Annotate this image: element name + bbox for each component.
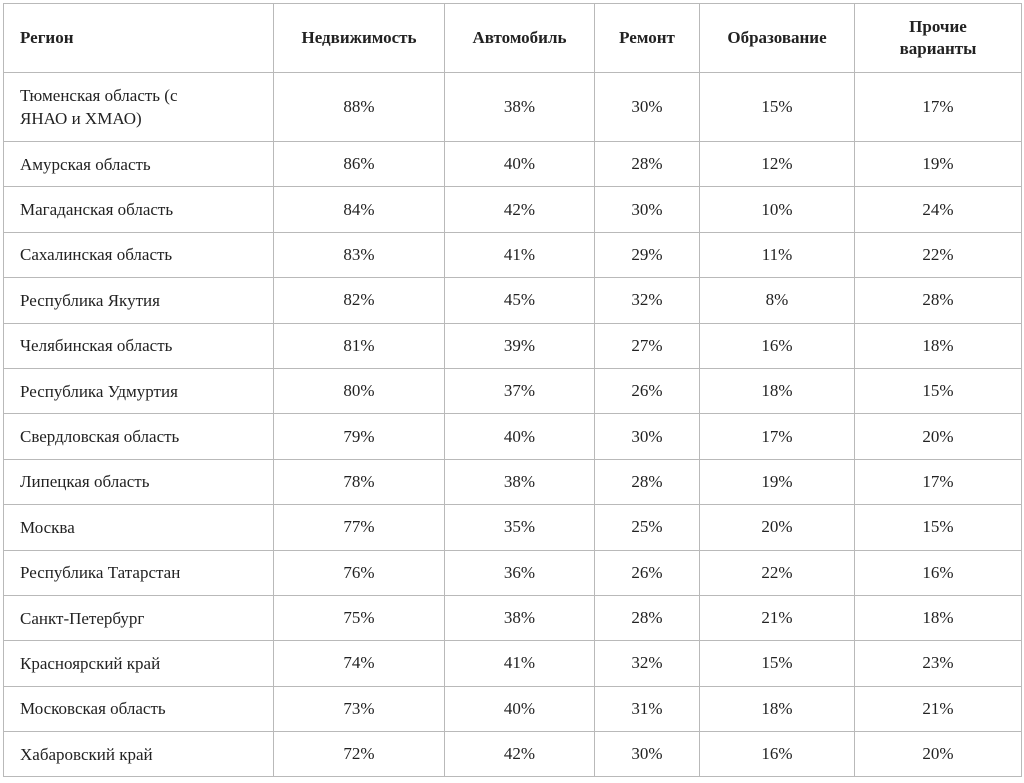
table-row <box>4 278 1022 323</box>
header-region: Регион <box>4 4 274 73</box>
region-cell: Сахалинская область <box>4 232 274 277</box>
real-estate-cell: 86% <box>274 142 445 187</box>
table-row <box>4 368 1022 413</box>
real-estate-cell: 82% <box>274 278 445 323</box>
real-estate-cell: 77% <box>274 505 445 550</box>
renovation-cell: 30% <box>595 187 700 232</box>
education-cell: 15% <box>700 73 855 142</box>
region-cell: Челябинская область <box>4 323 274 368</box>
car-cell: 45% <box>445 278 595 323</box>
car-cell: 42% <box>445 187 595 232</box>
region-label: Тюменская область (с ЯНАО и ХМАО) <box>20 86 178 128</box>
car-cell: 42% <box>445 732 595 777</box>
real-estate-cell: 74% <box>274 641 445 686</box>
education-cell: 19% <box>700 459 855 504</box>
real-estate-cell: 81% <box>274 323 445 368</box>
table-row <box>4 414 1022 459</box>
education-cell: 11% <box>700 232 855 277</box>
car-cell: 35% <box>445 505 595 550</box>
car-cell: 40% <box>445 686 595 731</box>
other-cell: 28% <box>855 278 1022 323</box>
other-cell: 23% <box>855 641 1022 686</box>
education-cell: 17% <box>700 414 855 459</box>
region-cell <box>4 73 274 142</box>
real-estate-cell: 88% <box>274 73 445 142</box>
other-cell: 18% <box>855 595 1022 640</box>
renovation-cell: 28% <box>595 459 700 504</box>
renovation-cell: 32% <box>595 278 700 323</box>
renovation-cell: 28% <box>595 142 700 187</box>
header-real-estate: Недвижимость <box>274 4 445 73</box>
education-cell: 22% <box>700 550 855 595</box>
education-cell: 16% <box>700 323 855 368</box>
region-cell: Москва <box>4 505 274 550</box>
table-row <box>4 595 1022 640</box>
table-row <box>4 323 1022 368</box>
education-cell: 18% <box>700 368 855 413</box>
table-row <box>4 641 1022 686</box>
education-cell: 16% <box>700 732 855 777</box>
real-estate-cell: 78% <box>274 459 445 504</box>
real-estate-cell: 79% <box>274 414 445 459</box>
region-cell: Республика Удмуртия <box>4 368 274 413</box>
data-table <box>3 3 1022 777</box>
other-cell: 15% <box>855 368 1022 413</box>
car-cell: 38% <box>445 73 595 142</box>
renovation-cell: 29% <box>595 232 700 277</box>
other-cell: 20% <box>855 732 1022 777</box>
car-cell: 38% <box>445 595 595 640</box>
real-estate-cell: 72% <box>274 732 445 777</box>
other-cell: 20% <box>855 414 1022 459</box>
other-cell: 17% <box>855 73 1022 142</box>
table-row <box>4 505 1022 550</box>
table-row <box>4 686 1022 731</box>
car-cell: 38% <box>445 459 595 504</box>
region-cell: Московская область <box>4 686 274 731</box>
renovation-cell: 31% <box>595 686 700 731</box>
table-row <box>4 550 1022 595</box>
renovation-cell: 25% <box>595 505 700 550</box>
region-cell: Амурская область <box>4 142 274 187</box>
education-cell: 20% <box>700 505 855 550</box>
car-cell: 39% <box>445 323 595 368</box>
education-cell: 21% <box>700 595 855 640</box>
header-other-label: Прочие варианты <box>899 17 977 58</box>
region-cell: Свердловская область <box>4 414 274 459</box>
other-cell: 24% <box>855 187 1022 232</box>
car-cell: 37% <box>445 368 595 413</box>
car-cell: 41% <box>445 232 595 277</box>
real-estate-cell: 76% <box>274 550 445 595</box>
region-cell: Санкт-Петербург <box>4 595 274 640</box>
table-row <box>4 232 1022 277</box>
region-cell: Красноярский край <box>4 641 274 686</box>
header-row <box>4 4 1022 73</box>
real-estate-cell: 73% <box>274 686 445 731</box>
education-cell: 18% <box>700 686 855 731</box>
renovation-cell: 26% <box>595 368 700 413</box>
renovation-cell: 30% <box>595 414 700 459</box>
region-cell: Республика Татарстан <box>4 550 274 595</box>
table-row <box>4 459 1022 504</box>
table-row <box>4 73 1022 142</box>
car-cell: 40% <box>445 142 595 187</box>
renovation-cell: 30% <box>595 73 700 142</box>
renovation-cell: 28% <box>595 595 700 640</box>
header-education: Образование <box>700 4 855 73</box>
car-cell: 40% <box>445 414 595 459</box>
education-cell: 12% <box>700 142 855 187</box>
renovation-cell: 26% <box>595 550 700 595</box>
region-cell: Республика Якутия <box>4 278 274 323</box>
other-cell: 17% <box>855 459 1022 504</box>
header-other <box>855 4 1022 73</box>
renovation-cell: 27% <box>595 323 700 368</box>
education-cell: 10% <box>700 187 855 232</box>
car-cell: 41% <box>445 641 595 686</box>
education-cell: 15% <box>700 641 855 686</box>
real-estate-cell: 84% <box>274 187 445 232</box>
education-cell: 8% <box>700 278 855 323</box>
other-cell: 22% <box>855 232 1022 277</box>
real-estate-cell: 83% <box>274 232 445 277</box>
car-cell: 36% <box>445 550 595 595</box>
table-row <box>4 732 1022 777</box>
table-row <box>4 187 1022 232</box>
other-cell: 19% <box>855 142 1022 187</box>
region-cell: Липецкая область <box>4 459 274 504</box>
other-cell: 18% <box>855 323 1022 368</box>
table-row <box>4 142 1022 187</box>
header-renovation: Ремонт <box>595 4 700 73</box>
region-cell: Магаданская область <box>4 187 274 232</box>
header-car: Автомобиль <box>445 4 595 73</box>
real-estate-cell: 80% <box>274 368 445 413</box>
region-cell: Хабаровский край <box>4 732 274 777</box>
renovation-cell: 32% <box>595 641 700 686</box>
real-estate-cell: 75% <box>274 595 445 640</box>
other-cell: 16% <box>855 550 1022 595</box>
other-cell: 21% <box>855 686 1022 731</box>
renovation-cell: 30% <box>595 732 700 777</box>
other-cell: 15% <box>855 505 1022 550</box>
